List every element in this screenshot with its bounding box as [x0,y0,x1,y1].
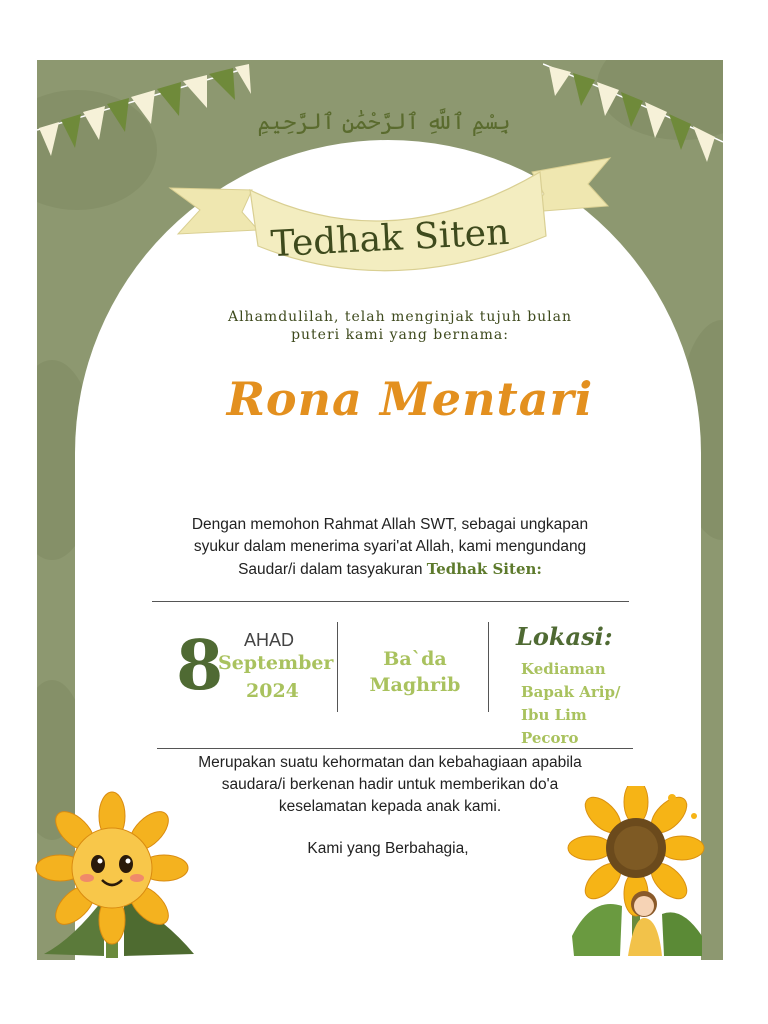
divider-bottom [157,748,633,749]
location-line: Kediaman [521,660,606,678]
closing-line: keselamatan kepada anak kami. [278,798,502,815]
date-year: 2024 [246,680,299,702]
child-name: Rona Mentari [226,372,594,426]
sunflower-smiling-illustration [34,788,204,960]
time-line: Maghrib [369,674,461,696]
divider-vertical [488,622,489,712]
time-line: Ba`da [383,648,447,670]
location-address [521,658,620,750]
invite-line: syukur dalam menerima syari'at Allah, kami mengundang [193,538,587,555]
closing-line: saudara/i berkenan hadir untuk memberikan do'a [221,776,559,793]
invite-line-last [140,558,640,581]
date-day-number: 8 [176,626,224,706]
location-line: Pecoro [521,729,579,747]
intro-line: puteri kami yang bernama: [291,327,509,343]
signoff-text: Kami yang Berbahagia, [307,840,469,857]
date-month: September [218,652,334,674]
invite-line: Saudar/i dalam tasyakuran [238,561,423,578]
location-line: Ibu Lim [521,706,587,724]
location-label: Lokasi: [516,622,613,651]
closing-line: Merupakan suatu kehormatan dan kebahagiaan apabila [198,754,582,771]
divider-top [152,601,629,602]
divider-vertical [337,622,338,712]
event-time [348,646,482,698]
date-day-name: AHAD [244,630,295,650]
sunflower-girl-illustration [562,786,712,958]
location-line: Bapak Arip/ [521,683,621,701]
invitation-paragraph [140,514,640,581]
event-title: Tedhak Siten [269,211,511,266]
intro-line: Alhamdulilah, telah menginjak tujuh bulan [227,309,573,325]
invite-line: Dengan memohon Rahmat Allah SWT, sebagai ungkapan [191,516,589,533]
intro-text [190,308,610,344]
invite-event-name: Tedhak Siten: [426,560,542,578]
bismillah-text: بِسْمِ ٱللَّهِ ٱلرَّحْمَٰنِ ٱلرَّحِيمِ [257,110,511,135]
